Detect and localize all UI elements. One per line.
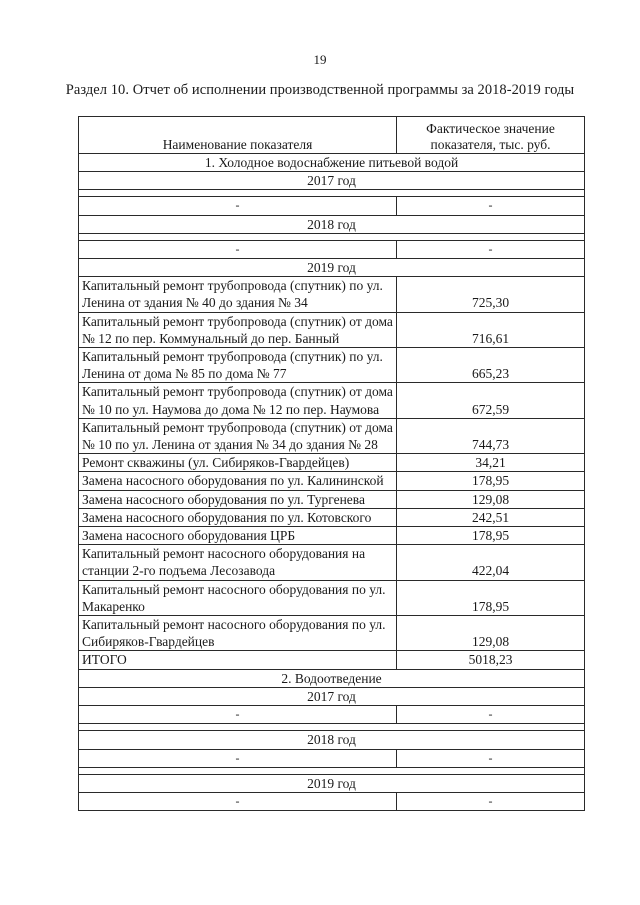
- spacer-cell: [79, 233, 585, 240]
- section2-2018-row: [79, 731, 585, 749]
- spacer-row: [79, 233, 585, 240]
- section1-2017-row: [79, 172, 585, 190]
- item-name: Замена насосного оборудования по ул. Калининской: [79, 472, 397, 490]
- section2-2019-data-row: [79, 792, 585, 810]
- section2-year-2017: 2017 год: [79, 687, 585, 705]
- table-row: [79, 545, 585, 580]
- table-row: [79, 490, 585, 508]
- section1-year-2018: 2018 год: [79, 215, 585, 233]
- dash-cell: -: [79, 792, 397, 810]
- section2-year-2018: 2018 год: [79, 731, 585, 749]
- item-value: 672,59: [397, 383, 585, 418]
- section2-2017-data-row: [79, 706, 585, 724]
- item-value: 422,04: [397, 545, 585, 580]
- section1-2019-row: [79, 259, 585, 277]
- section-title: Раздел 10. Отчет об исполнении производственной программы за 2018-2019 годы: [65, 82, 575, 98]
- item-name: Замена насосного оборудования по ул. Котовского: [79, 508, 397, 526]
- total-row: [79, 651, 585, 669]
- item-value: 665,23: [397, 348, 585, 383]
- item-name: Капитальный ремонт трубопровода (спутник) от дома № 10 по ул. Ленина от здания № 34 до здания № 28: [79, 418, 397, 453]
- table-row: [79, 616, 585, 651]
- total-value: 5018,23: [397, 651, 585, 669]
- item-name: Замена насосного оборудования ЦРБ: [79, 527, 397, 545]
- section1-title-row: [79, 154, 585, 172]
- dash-cell: -: [397, 749, 585, 767]
- section2-title-row: [79, 669, 585, 687]
- dash-cell: -: [397, 197, 585, 215]
- item-value: 178,95: [397, 472, 585, 490]
- spacer-cell: [79, 190, 585, 197]
- dash-cell: -: [79, 706, 397, 724]
- section2-year-2019: 2019 год: [79, 774, 585, 792]
- item-value: 178,95: [397, 527, 585, 545]
- spacer-row: [79, 767, 585, 774]
- section1-year-2019: 2019 год: [79, 259, 585, 277]
- table-row: [79, 454, 585, 472]
- header-name: Наименование показателя: [79, 117, 397, 154]
- dash-cell: -: [79, 240, 397, 258]
- item-name: Капитальный ремонт насосного оборудования на станции 2-го подъема Лесозавода: [79, 545, 397, 580]
- dash-cell: -: [79, 197, 397, 215]
- item-name: Капитальный ремонт трубопровода (спутник) по ул. Ленина от здания № 40 до здания № 34: [79, 277, 397, 312]
- report-table: [78, 116, 585, 811]
- section2-2018-data-row: [79, 749, 585, 767]
- dash-cell: -: [397, 240, 585, 258]
- section2-2017-row: [79, 687, 585, 705]
- dash-cell: -: [79, 749, 397, 767]
- item-value: 129,08: [397, 490, 585, 508]
- item-value: 178,95: [397, 580, 585, 615]
- table-row: [79, 508, 585, 526]
- item-name: Капитальный ремонт трубопровода (спутник) от дома № 10 по ул. Наумова до дома № 12 по пер. Наумова: [79, 383, 397, 418]
- header-value: Фактическое значение показателя, тыс. руб.: [397, 117, 585, 154]
- item-value: 129,08: [397, 616, 585, 651]
- spacer-cell: [79, 724, 585, 731]
- table-row: [79, 312, 585, 347]
- table-row: [79, 580, 585, 615]
- item-value: 242,51: [397, 508, 585, 526]
- spacer-row: [79, 724, 585, 731]
- item-name: Капитальный ремонт трубопровода (спутник) от дома № 12 по пер. Коммунальный до пер. Банный: [79, 312, 397, 347]
- item-name: Замена насосного оборудования по ул. Тургенева: [79, 490, 397, 508]
- total-label: ИТОГО: [79, 651, 397, 669]
- table-row: [79, 383, 585, 418]
- section1-2018-row: [79, 215, 585, 233]
- item-value: 744,73: [397, 418, 585, 453]
- dash-cell: -: [397, 792, 585, 810]
- page-number: 19: [313, 52, 327, 67]
- item-value: 716,61: [397, 312, 585, 347]
- section1-year-2017: 2017 год: [79, 172, 585, 190]
- section2-2019-row: [79, 774, 585, 792]
- table-row: [79, 348, 585, 383]
- table-row: [79, 527, 585, 545]
- table-row: [79, 472, 585, 490]
- item-name: Капитальный ремонт трубопровода (спутник) по ул. Ленина от дома № 85 по дома № 77: [79, 348, 397, 383]
- table-row: [79, 418, 585, 453]
- spacer-row: [79, 190, 585, 197]
- spacer-cell: [79, 767, 585, 774]
- item-name: Капитальный ремонт насосного оборудования по ул. Макаренко: [79, 580, 397, 615]
- section1-2018-data-row: [79, 240, 585, 258]
- section1-2017-data-row: [79, 197, 585, 215]
- dash-cell: -: [397, 706, 585, 724]
- section1-title: 1. Холодное водоснабжение питьевой водой: [79, 154, 585, 172]
- table-header-row: [79, 117, 585, 154]
- item-value: 34,21: [397, 454, 585, 472]
- table-row: [79, 277, 585, 312]
- item-name: Ремонт скважины (ул. Сибиряков-Гвардейцев): [79, 454, 397, 472]
- item-value: 725,30: [397, 277, 585, 312]
- item-name: Капитальный ремонт насосного оборудования по ул. Сибиряков-Гвардейцев: [79, 616, 397, 651]
- section2-title: 2. Водоотведение: [79, 669, 585, 687]
